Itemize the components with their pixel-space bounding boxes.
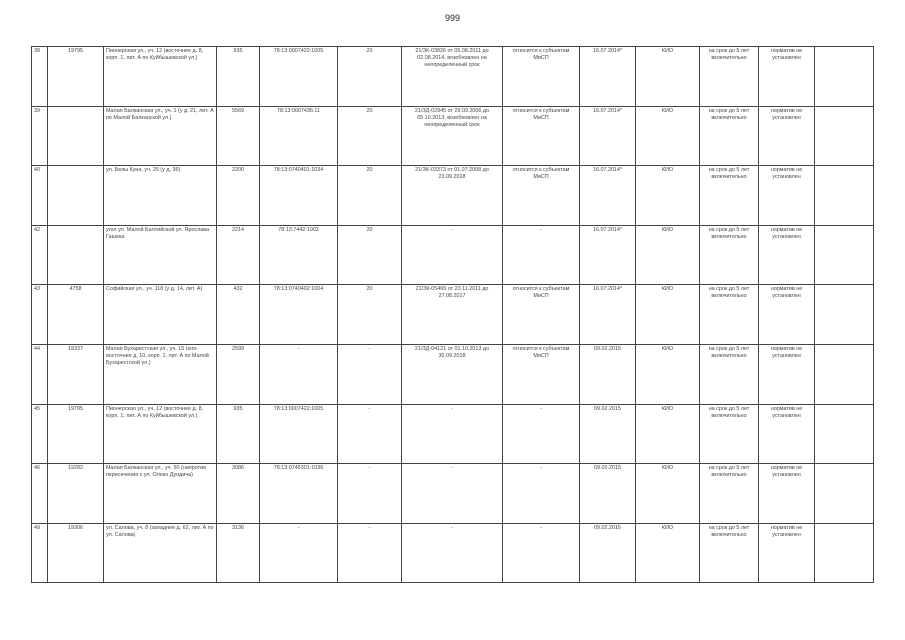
decision-cell: 21/ЗК-05465 от 23.11.2011 до 27.08.2017 [402, 285, 503, 345]
date-cell: 16.07.2014* [580, 166, 636, 226]
empty-cell [815, 464, 874, 524]
date-cell: 16.07.2014* [580, 106, 636, 166]
organization-cell: КИО [636, 344, 700, 404]
period-cell: на срок до 5 лет включительно [700, 106, 759, 166]
registry-table [31, 46, 874, 583]
organization-cell: КИО [636, 464, 700, 524]
area-cell: 2200 [217, 166, 260, 226]
address-cell: ул. Салова, уч. 8 (западнее д. 62, лит. А по ул. Салова) [104, 523, 217, 583]
date-cell: 16.07.2014* [580, 47, 636, 107]
table-row [32, 464, 874, 524]
cadastre-number-cell: 78:13:0007436:11 [260, 106, 338, 166]
term-cell: - [338, 404, 402, 464]
object-id-cell: 19282 [48, 464, 104, 524]
term-cell: 20 [338, 47, 402, 107]
term-cell: - [338, 344, 402, 404]
term-cell: 20 [338, 106, 402, 166]
cadastre-number-cell: - [260, 344, 338, 404]
category-cell: относится к субъектам МиСП [503, 106, 580, 166]
term-cell: 20 [338, 225, 402, 285]
object-id-cell: 19795 [48, 404, 104, 464]
row-number-cell: 49 [32, 523, 48, 583]
cadastre-number-cell: 78:13:0007422:1005 [260, 47, 338, 107]
decision-cell: 21/ЗК-03373 от 01.07.2008 до 23.09.2018 [402, 166, 503, 226]
row-number-cell: 43 [32, 285, 48, 345]
cadastre-number-cell: - [260, 523, 338, 583]
organization-cell: КИО [636, 166, 700, 226]
decision-cell: - [402, 464, 503, 524]
empty-cell [815, 404, 874, 464]
empty-cell [815, 47, 874, 107]
period-cell: на срок до 5 лет включительно [700, 225, 759, 285]
term-cell: - [338, 523, 402, 583]
period-cell: на срок до 5 лет включительно [700, 523, 759, 583]
address-cell: Малая Балканская ул., уч. 50 (напротив пересечения с ул. Олеко Дундича) [104, 464, 217, 524]
row-number-cell: 38 [32, 47, 48, 107]
norm-cell: норматив не установлен [759, 344, 815, 404]
organization-cell: КИО [636, 106, 700, 166]
table-row [32, 344, 874, 404]
category-cell: - [503, 523, 580, 583]
address-cell: Пионерская ул., уч. 12 (восточнее д. 8, корп. 1, лит. А по Куйбышевской ул.) [104, 47, 217, 107]
decision-cell: 21/ЗД-02945 от 29.09.2006 до 05.10.2013, возобновлен на неопределенный срок [402, 106, 503, 166]
address-cell: угол ул. Малой Балтийской ул. Ярослава Гашека [104, 225, 217, 285]
norm-cell: норматив не установлен [759, 166, 815, 226]
period-cell: на срок до 5 лет включительно [700, 166, 759, 226]
area-cell: 935 [217, 47, 260, 107]
norm-cell: норматив не установлен [759, 285, 815, 345]
table-row [32, 523, 874, 583]
term-cell: 20 [338, 285, 402, 345]
area-cell: 3136 [217, 523, 260, 583]
page-number: 999 [444, 13, 461, 23]
norm-cell: норматив не установлен [759, 523, 815, 583]
row-number-cell: 46 [32, 464, 48, 524]
object-id-cell: 19306 [48, 523, 104, 583]
organization-cell: КИО [636, 523, 700, 583]
decision-cell: 21/ЗК-03826 от 05.08.2011 до 02.08.2014, возобновлен на неопределенный срок [402, 47, 503, 107]
row-number-cell: 45 [32, 404, 48, 464]
area-cell: 432 [217, 285, 260, 345]
decision-cell: 21/ЗД-04121 от 01.10.2013 до 30.09.2018 [402, 344, 503, 404]
cadastre-number-cell: 78:13:0745301:1036 [260, 464, 338, 524]
table-row [32, 47, 874, 107]
address-cell: Софийская ул., уч. 118 (у д. 14, лит. А) [104, 285, 217, 345]
decision-cell: - [402, 225, 503, 285]
period-cell: на срок до 5 лет включительно [700, 344, 759, 404]
empty-cell [815, 285, 874, 345]
object-id-cell: 19795 [48, 47, 104, 107]
table-row [32, 285, 874, 345]
area-cell: 935 [217, 404, 260, 464]
period-cell: на срок до 5 лет включительно [700, 404, 759, 464]
decision-cell: - [402, 523, 503, 583]
date-cell: 09.02.2015 [580, 344, 636, 404]
norm-cell: норматив не установлен [759, 404, 815, 464]
object-id-cell: 19337 [48, 344, 104, 404]
area-cell: 3086 [217, 464, 260, 524]
date-cell: 16.07.2014* [580, 225, 636, 285]
period-cell: на срок до 5 лет включительно [700, 47, 759, 107]
category-cell: относится к субъектам МиСП [503, 344, 580, 404]
date-cell: 09.02.2015 [580, 464, 636, 524]
object-id-cell [48, 166, 104, 226]
date-cell: 09.02.2015 [580, 523, 636, 583]
empty-cell [815, 523, 874, 583]
norm-cell: норматив не установлен [759, 225, 815, 285]
table-row [32, 404, 874, 464]
cadastre-number-cell: 78:13:0007422:1005 [260, 404, 338, 464]
norm-cell: норматив не установлен [759, 106, 815, 166]
category-cell: - [503, 464, 580, 524]
row-number-cell: 44 [32, 344, 48, 404]
cadastre-number-cell: 78:13:0740402:1004 [260, 285, 338, 345]
area-cell: 2599 [217, 344, 260, 404]
decision-cell: - [402, 404, 503, 464]
date-cell: 09.02.2015 [580, 404, 636, 464]
organization-cell: КИО [636, 285, 700, 345]
norm-cell: норматив не установлен [759, 47, 815, 107]
category-cell: относится к субъектам МиСП [503, 285, 580, 345]
row-number-cell: 39 [32, 106, 48, 166]
organization-cell: КИО [636, 225, 700, 285]
category-cell: - [503, 404, 580, 464]
object-id-cell [48, 106, 104, 166]
date-cell: 16.07.2014* [580, 285, 636, 345]
table-row [32, 166, 874, 226]
row-number-cell: 40 [32, 166, 48, 226]
period-cell: на срок до 5 лет включительно [700, 464, 759, 524]
row-number-cell: 42 [32, 225, 48, 285]
period-cell: на срок до 5 лет включительно [700, 285, 759, 345]
term-cell: - [338, 464, 402, 524]
empty-cell [815, 166, 874, 226]
table-row [32, 106, 874, 166]
object-id-cell: 4758 [48, 285, 104, 345]
area-cell: 2214 [217, 225, 260, 285]
term-cell: 20 [338, 166, 402, 226]
table-row [32, 225, 874, 285]
cadastre-number-cell: 78:13:7442:1003 [260, 225, 338, 285]
object-id-cell [48, 225, 104, 285]
organization-cell: КИО [636, 404, 700, 464]
norm-cell: норматив не установлен [759, 464, 815, 524]
table-body [32, 47, 874, 583]
organization-cell: КИО [636, 47, 700, 107]
address-cell: Малая Бухарестская ул., уч. 15 (юго-восточнее д. 10, корп. 1, лит. А по Малой Бухарестской ул.) [104, 344, 217, 404]
empty-cell [815, 106, 874, 166]
category-cell: относится к субъектам МиСП [503, 47, 580, 107]
address-cell: Пионерская ул., уч. 12 (восточнее д. 8, корп. 1, лит. А по Куйбышевской ул.) [104, 404, 217, 464]
address-cell: ул. Белы Куна, уч. 25 (у д. 36) [104, 166, 217, 226]
category-cell: - [503, 225, 580, 285]
empty-cell [815, 344, 874, 404]
address-cell: Малая Балканская ул., уч. 1 (у д. 21, лит. А по Малой Балканской ул.) [104, 106, 217, 166]
category-cell: относится к субъектам МиСП [503, 166, 580, 226]
empty-cell [815, 225, 874, 285]
area-cell: 5569 [217, 106, 260, 166]
cadastre-number-cell: 78:13:0740401:1034 [260, 166, 338, 226]
